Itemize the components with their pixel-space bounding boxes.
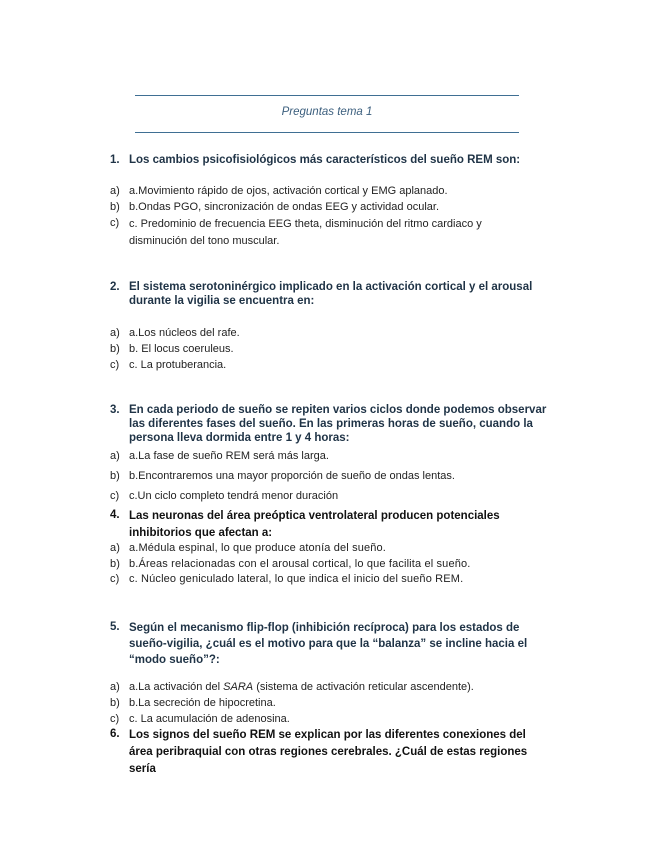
question-number: 3. <box>110 404 120 416</box>
question-6 <box>110 727 550 778</box>
option-letter: c) <box>110 713 120 725</box>
question-4 <box>110 508 530 542</box>
question-2-option-a <box>110 326 540 341</box>
question-1-option-b <box>110 200 540 215</box>
option-letter: b) <box>110 558 121 570</box>
question-3-option-c <box>110 489 540 504</box>
question-3-option-b <box>110 469 540 484</box>
option-text: c. La protuberancia. <box>129 359 227 371</box>
option-text: a.Médula espinal, lo que produce atonía del sueño. <box>129 542 387 554</box>
option-letter: b) <box>110 697 120 709</box>
question-5 <box>110 620 558 668</box>
page-title: Preguntas tema 1 <box>281 106 373 118</box>
option-letter: b) <box>110 470 120 482</box>
question-number: 1. <box>110 154 120 166</box>
option-text: c. Predominio de frecuencia EEG theta, disminución del ritmo cardiaco y disminución del tono muscular. <box>129 218 482 247</box>
header-rule-bottom <box>135 132 519 133</box>
question-5-option-a <box>110 680 540 695</box>
question-3 <box>110 403 562 445</box>
option-letter: c) <box>110 359 120 371</box>
sara-acronym: SARA <box>223 681 254 693</box>
option-text: b. El locus coeruleus. <box>129 343 234 355</box>
option-letter: c) <box>110 573 120 585</box>
option-text: c. La acumulación de adenosina. <box>129 713 290 725</box>
question-1-option-c <box>110 216 520 250</box>
question-2-option-b <box>110 342 540 357</box>
option-letter: a) <box>110 681 120 693</box>
question-5-option-c <box>110 712 540 727</box>
question-1 <box>110 153 560 167</box>
question-3-option-a <box>110 449 540 464</box>
option-text: c. Núcleo geniculado lateral, lo que indica el inicio del sueño REM. <box>129 573 464 585</box>
option-letter: a) <box>110 327 120 339</box>
header-rule-top <box>135 95 519 96</box>
option-text: b.Encontraremos una mayor proporción de sueño de ondas lentas. <box>129 470 455 482</box>
question-number: 6. <box>110 728 120 740</box>
question-4-option-a <box>110 541 540 556</box>
question-text: Los cambios psicofisiológicos más característicos del sueño REM son: <box>129 154 521 166</box>
question-number: 4. <box>110 509 120 521</box>
option-text: b.La secreción de hipocretina. <box>129 697 276 709</box>
question-text: Según el mecanismo flip-flop (inhibición recíproca) para los estados de sueño-vigilia, ¿cuál es el motivo para que la “balanza” se incline hacia el “modo sueño”?: <box>129 622 528 666</box>
option-letter: a) <box>110 185 120 197</box>
question-1-option-a <box>110 184 540 199</box>
option-letter: b) <box>110 201 120 213</box>
option-text: a.La activación del SARA (sistema de activación reticular ascendente). <box>129 681 474 693</box>
option-text: b.Áreas relacionadas con el arousal cortical, lo que facilita el sueño. <box>129 558 471 570</box>
question-5-option-b <box>110 696 540 711</box>
option-text: b.Ondas PGO, sincronización de ondas EEG y actividad ocular. <box>129 201 439 213</box>
question-4-option-b <box>110 557 540 572</box>
question-number: 5. <box>110 621 120 633</box>
question-2-option-c <box>110 358 540 373</box>
option-letter: c) <box>110 490 120 502</box>
question-text: Las neuronas del área preóptica ventrolateral producen potenciales inhibitorios que afectan a: <box>129 510 500 539</box>
option-letter: c) <box>110 217 120 229</box>
option-letter: a) <box>110 450 120 462</box>
question-text: El sistema serotoninérgico implicado en la activación cortical y el arousal durante la vigilia se encuentra en: <box>129 281 533 307</box>
question-text: En cada periodo de sueño se repiten varios ciclos donde podemos observar las diferentes fases del sueño. En las primeras horas de sueño, cuando la persona lleva dormida entre 1 y 4 horas: <box>129 404 547 444</box>
option-text: a.La fase de sueño REM será más larga. <box>129 450 329 462</box>
option-text: c.Un ciclo completo tendrá menor duración <box>129 490 339 502</box>
option-text: a.Los núcleos del rafe. <box>129 327 240 339</box>
question-2 <box>110 280 550 308</box>
question-text: Los signos del sueño REM se explican por las diferentes conexiones del área peribraquial con otras regiones cerebrales. ¿Cuál de estas regiones sería <box>129 729 528 775</box>
option-letter: b) <box>110 343 120 355</box>
option-letter: a) <box>110 542 121 554</box>
option-text: a.Movimiento rápido de ojos, activación cortical y EMG aplanado. <box>129 185 448 197</box>
question-number: 2. <box>110 281 120 293</box>
question-4-option-c <box>110 572 540 587</box>
